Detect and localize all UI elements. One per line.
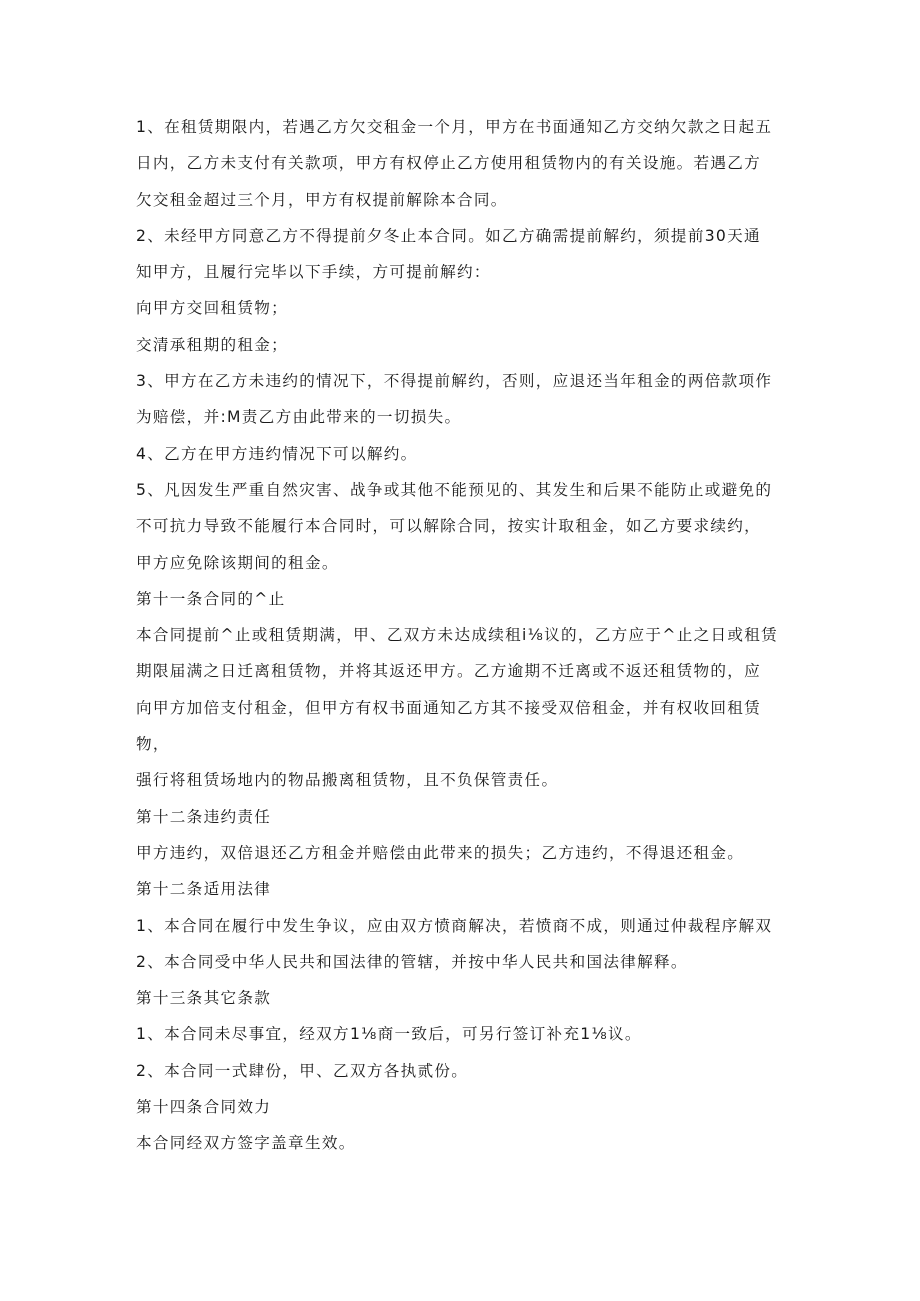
text-line: 4、乙方在甲方违约情况下可以解约。: [136, 444, 418, 463]
text-line: 日内，乙方未支付有关款项，甲方有权停止乙方使用租赁物内的有关设施。若遇乙方: [136, 154, 762, 173]
text-line: 欠交租金超过三个月，甲方有权提前解除本合同。: [136, 190, 508, 209]
section-heading: 第十四条合同效力: [136, 1098, 272, 1117]
text-line: 为赔偿，并:M责乙方由此带来的一切损失。: [136, 408, 462, 427]
contract-text: [136, 109, 786, 1162]
section-heading: 第十一条合同的^止: [136, 589, 286, 608]
text-line: 3、甲方在乙方未违约的情况下，不得提前解约，否则，应退还当年租金的两倍款项作: [136, 372, 773, 391]
text-line: 2、本合同一式肆份，甲、乙双方各执贰份。: [136, 1061, 469, 1080]
text-line: 甲方应免除该期间的租金。: [136, 553, 339, 572]
text-line: 甲方违约，双倍退还乙方租金并赔偿由此带来的损失；乙方违约，不得退还租金。: [136, 843, 745, 862]
section-heading: 第十二条违约责任: [136, 807, 272, 826]
text-line: 5、凡因发生严重自然灾害、战争或其他不能预见的、其发生和后果不能防止或避免的: [136, 480, 773, 499]
text-line: 2、本合同受中华人民共和国法律的管辖，并按中华人民共和国法律解释。: [136, 952, 688, 971]
section-heading: 第十三条其它条款: [136, 989, 272, 1008]
text-line: 强行将租赁场地内的物品搬离租赁物，且不负保管责任。: [136, 771, 559, 790]
section-heading: 第十二条适用法律: [136, 880, 272, 899]
text-line: 本合同经双方签字盖章生效。: [136, 1134, 356, 1153]
text-line: 向甲方交回租赁物；: [136, 299, 289, 318]
text-line: 1、本合同未尽事宜，经双方1⅛商一致后，可另行签订补充1⅛议。: [136, 1025, 642, 1044]
text-line: 期限届满之日迁离租赁物，并将其返还甲方。乙方逾期不迁离或不返还租赁物的，应: [136, 662, 762, 681]
text-line: 物，: [136, 735, 170, 754]
text-line: 知甲方，且履行完毕以下手续，方可提前解约：: [136, 263, 491, 282]
text-line: 交清承租期的租金；: [136, 335, 289, 354]
text-line: 1、在租赁期限内，若遇乙方欠交租金一个月，甲方在书面通知乙方交纳欠款之日起五: [136, 118, 773, 136]
text-line: 2、未经甲方同意乙方不得提前夕冬止本合同。如乙方确需提前解约，须提前30天通: [136, 226, 761, 245]
text-line: 向甲方加倍支付租金，但甲方有权书面通知乙方其不接受双倍租金，并有权收回租赁: [136, 698, 762, 717]
text-line: 1、本合同在履行中发生争议，应由双方愤商解决，若愤商不成，则通过仲裁程序解双: [136, 916, 773, 935]
text-line: 本合同提前^止或租赁期满，甲、乙双方未达成续租i⅛议的，乙方应于^止之日或租赁: [136, 626, 779, 645]
text-line: 不可抗力导致不能履行本合同时，可以解除合同，按实计取租金，如乙方要求续约，: [136, 517, 762, 536]
